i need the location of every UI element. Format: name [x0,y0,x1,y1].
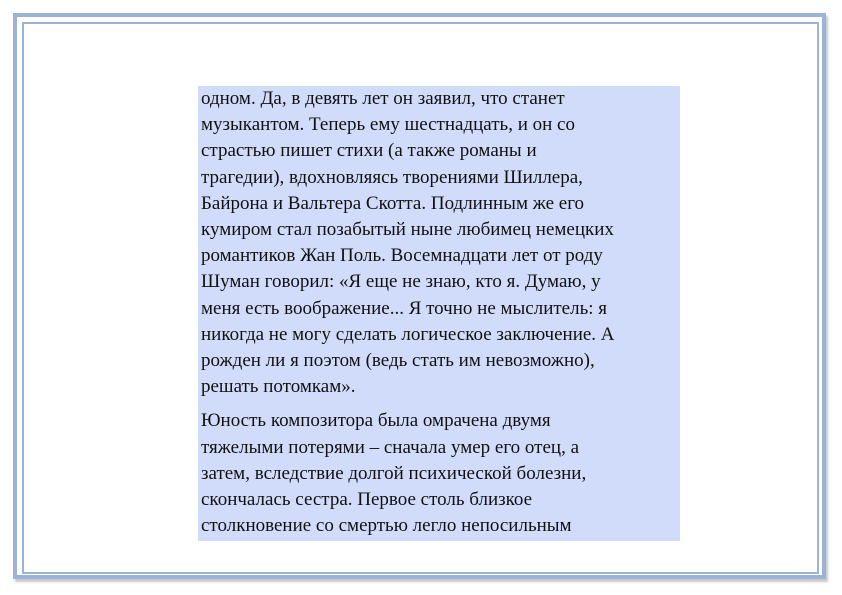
text-line: одном. Да, в девять лет он заявил, что станет [201,88,565,109]
text-box [198,86,680,541]
text-line: страстью пишет стихи (а также романы и [201,140,537,162]
text-line: решать потомкам». [201,376,356,398]
text-line: Шуман говорил: «Я еще не знаю, кто я. Думаю, у [201,271,601,293]
text-line: столкновение со смертью легло непосильным [201,515,572,537]
text-line: музыкантом. Теперь ему шестнадцать, и он со [201,114,575,136]
text-line: Юность композитора была омрачена двумя [201,410,551,432]
paragraph-2 [201,408,678,539]
text-line: затем, вследствие долгой психической болезни, [201,462,587,484]
text-line: романтиков Жан Поль. Восемнадцати лет от роду [201,245,603,267]
text-line: рожден ли я поэтом (ведь стать им невозможно), [201,350,595,372]
text-line: Байрона и Вальтера Скотта. Подлинным же его [201,192,585,214]
paragraph-1 [201,86,678,400]
text-line: скончалась сестра. Первое столь близкое [201,489,533,511]
text-line: никогда не могу сделать логическое заключение. А [201,323,615,345]
text-line: трагедии), вдохновляясь творениями Шиллера, [201,166,583,188]
text-line: меня есть воображение... Я точно не мыслитель: я [201,297,608,319]
text-line: кумиром стал позабытый ныне любимец немецких [201,219,614,241]
text-line: тяжелыми потерями – сначала умер его отец, а [201,436,580,458]
